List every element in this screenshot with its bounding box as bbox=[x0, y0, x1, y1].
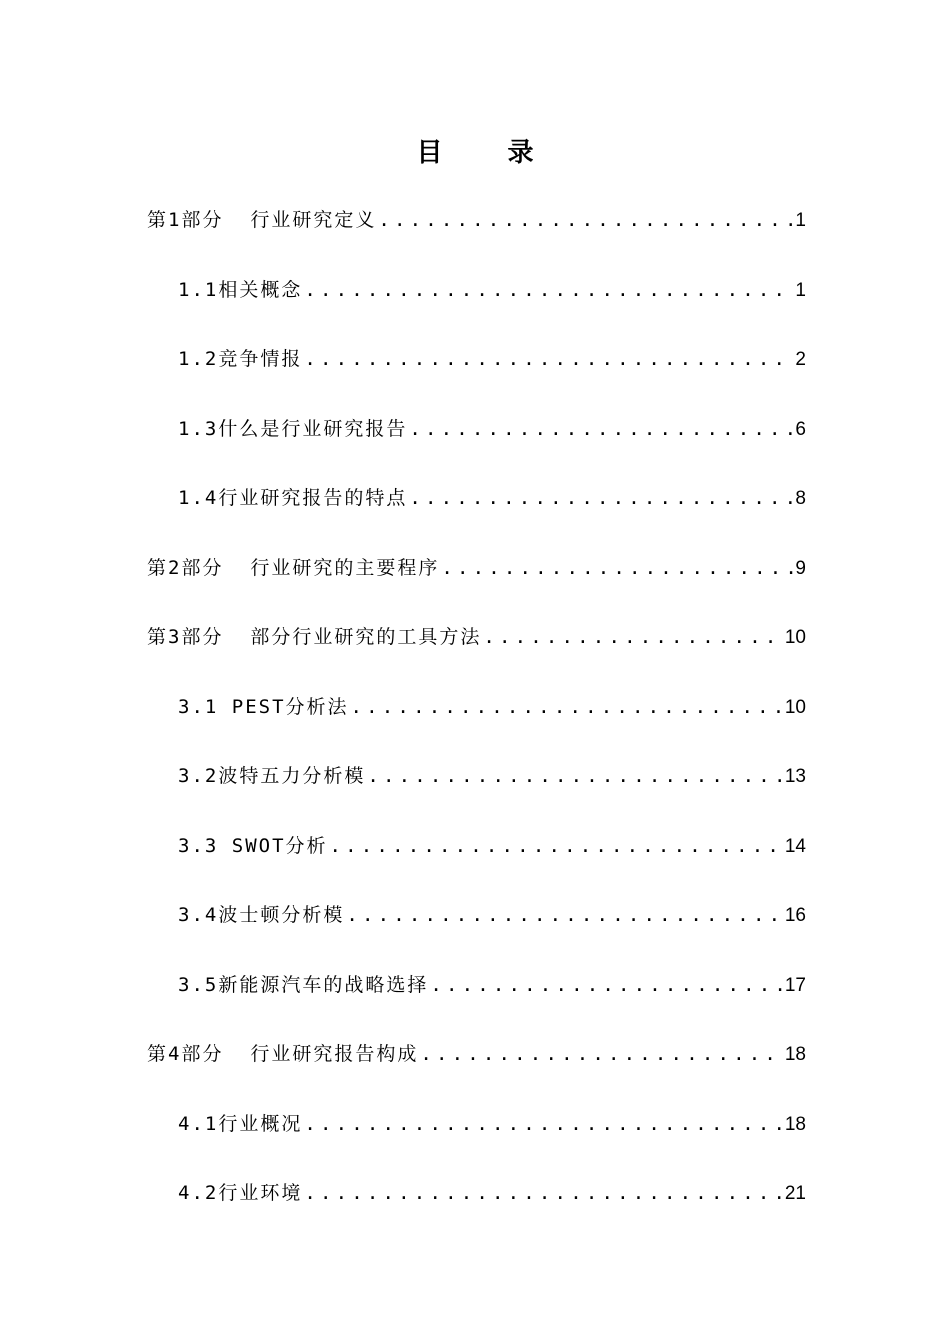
toc-entry-label: 第3部分 部分行业研究的工具方法 bbox=[147, 626, 482, 648]
toc-entry[interactable] bbox=[0, 1034, 950, 1104]
toc-entry-page-number: 14 bbox=[784, 835, 806, 857]
toc-entry[interactable] bbox=[0, 895, 950, 965]
toc-entry[interactable] bbox=[0, 1173, 950, 1243]
toc-entry-page-number: 6 bbox=[795, 418, 806, 440]
toc-entry-page-number: 10 bbox=[784, 696, 806, 718]
leader-dots bbox=[346, 895, 783, 935]
toc-entry-label: 1.3什么是行业研究报告 bbox=[178, 417, 408, 440]
toc-entry-label: 3.1 PEST分析法 bbox=[178, 695, 349, 718]
leader-dots bbox=[378, 200, 793, 240]
toc-entry-page-number: 1 bbox=[795, 210, 806, 231]
toc-entry-label: 4.1行业概况 bbox=[178, 1112, 303, 1135]
toc-entry[interactable] bbox=[0, 965, 950, 1035]
toc-entry[interactable] bbox=[0, 1104, 950, 1174]
toc-entry-page-number: 9 bbox=[795, 557, 806, 579]
leader-dots bbox=[304, 1173, 783, 1213]
toc-list bbox=[0, 200, 950, 1243]
toc-entry-label: 第1部分 行业研究定义 bbox=[147, 209, 377, 231]
toc-entry-page-number: 2 bbox=[795, 349, 806, 370]
toc-entry[interactable] bbox=[0, 826, 950, 896]
leader-dots bbox=[409, 478, 793, 518]
toc-entry-label: 3.4波士顿分析模 bbox=[178, 904, 345, 926]
toc-entry-page-number: 10 bbox=[784, 627, 806, 648]
leader-dots bbox=[351, 687, 783, 727]
toc-entry-label: 1.4行业研究报告的特点 bbox=[178, 487, 408, 509]
leader-dots bbox=[367, 756, 783, 796]
toc-title: 目 录 bbox=[416, 138, 562, 168]
toc-entry-page-number: 16 bbox=[784, 905, 806, 926]
leader-dots bbox=[420, 1034, 783, 1074]
toc-entry-page-number: 13 bbox=[784, 766, 806, 787]
toc-entry-page-number: 17 bbox=[784, 974, 806, 996]
leader-dots bbox=[409, 409, 793, 449]
leader-dots bbox=[441, 548, 793, 588]
leader-dots bbox=[304, 270, 793, 310]
leader-dots bbox=[330, 826, 783, 866]
toc-entry-page-number: 8 bbox=[795, 488, 806, 509]
toc-entry[interactable] bbox=[0, 687, 950, 757]
toc-entry[interactable] bbox=[0, 339, 950, 409]
leader-dots bbox=[430, 965, 783, 1005]
toc-entry-label: 1.1相关概念 bbox=[178, 278, 303, 301]
toc-entry[interactable] bbox=[0, 270, 950, 340]
toc-entry[interactable] bbox=[0, 617, 950, 687]
toc-entry[interactable] bbox=[0, 548, 950, 618]
toc-entry-label: 1.2竞争情报 bbox=[178, 348, 303, 370]
toc-entry-page-number: 1 bbox=[795, 279, 806, 301]
toc-entry-label: 3.5新能源汽车的战略选择 bbox=[178, 973, 429, 996]
toc-entry[interactable] bbox=[0, 409, 950, 479]
toc-entry[interactable] bbox=[0, 200, 950, 270]
leader-dots bbox=[483, 617, 783, 657]
toc-entry-page-number: 21 bbox=[784, 1183, 806, 1204]
toc-entry-label: 第4部分 行业研究报告构成 bbox=[147, 1043, 419, 1065]
toc-entry-label: 第2部分 行业研究的主要程序 bbox=[147, 556, 440, 579]
toc-entry[interactable] bbox=[0, 478, 950, 548]
toc-entry[interactable] bbox=[0, 756, 950, 826]
toc-entry-label: 3.2波特五力分析模 bbox=[178, 765, 366, 787]
toc-entry-label: 3.3 SWOT分析 bbox=[178, 834, 328, 857]
toc-entry-page-number: 18 bbox=[784, 1113, 806, 1135]
leader-dots bbox=[304, 339, 793, 379]
toc-entry-page-number: 18 bbox=[784, 1044, 806, 1065]
leader-dots bbox=[304, 1104, 783, 1144]
toc-entry-label: 4.2行业环境 bbox=[178, 1182, 303, 1204]
